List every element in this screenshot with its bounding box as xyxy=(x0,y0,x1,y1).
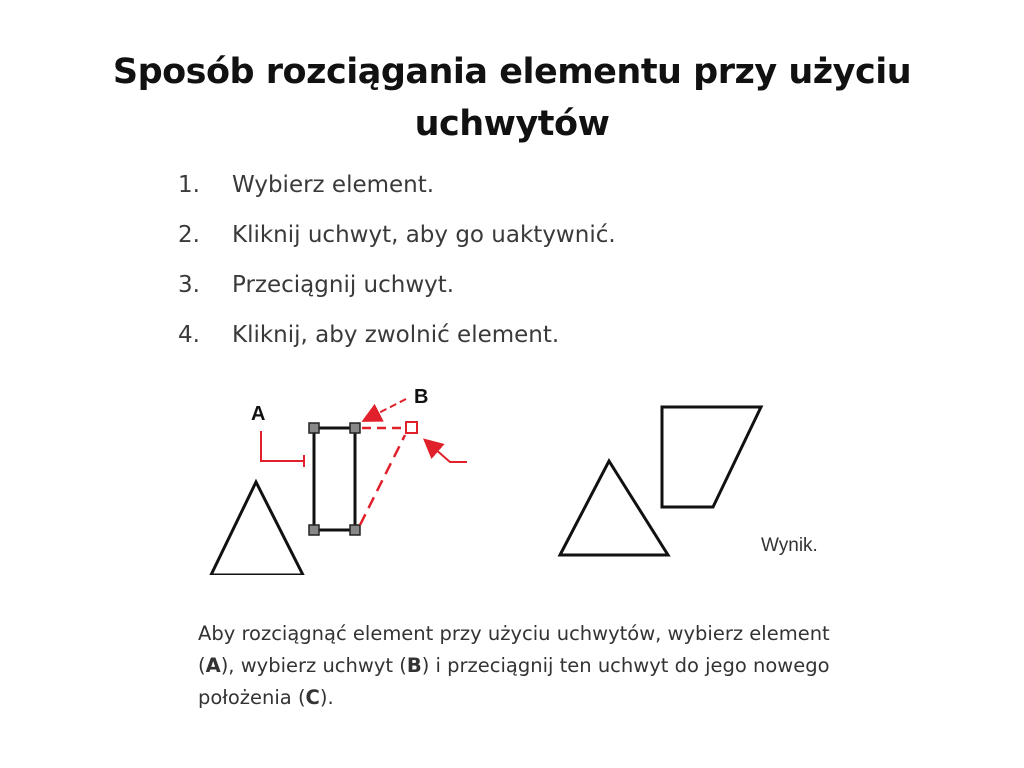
grip-handle xyxy=(350,525,360,535)
triangle-shape xyxy=(211,482,303,575)
step-text: Kliknij uchwyt, aby go uaktywnić. xyxy=(232,222,616,248)
caption-letter-a: A xyxy=(205,654,221,677)
caption-text: ), wybierz uchwyt ( xyxy=(220,654,407,677)
step-item xyxy=(178,316,616,366)
caption-letter-c: C xyxy=(305,686,320,709)
steps-list xyxy=(178,166,616,366)
trapezoid-shape xyxy=(662,407,761,507)
step-text: Wybierz element. xyxy=(232,172,435,198)
step-text: Kliknij, aby zwolnić element. xyxy=(232,322,560,348)
pointer-a xyxy=(261,431,303,461)
caption xyxy=(198,618,858,714)
new-grip-position xyxy=(406,422,417,433)
caption-text: ). xyxy=(319,686,334,709)
grip-handle xyxy=(309,423,319,433)
grip-handle xyxy=(350,423,360,433)
caption-text: Aby rozciągnąć element przy użyciu uchwytów, wybierz element ( xyxy=(198,622,830,677)
step-text: Przeciągnij uchwyt. xyxy=(232,272,455,298)
slide-title: Sposób rozciągania elementu przy użyciu uchwytów xyxy=(112,52,912,144)
label-b: B xyxy=(414,386,429,408)
step-number: 4. xyxy=(178,322,200,348)
step-item xyxy=(178,166,616,216)
step-number: 3. xyxy=(178,272,200,298)
result-triangle xyxy=(560,461,668,555)
pointer-b xyxy=(365,399,406,420)
result-label: Wynik. xyxy=(761,535,818,556)
arrow-pointer xyxy=(426,441,467,462)
step-number: 1. xyxy=(178,172,200,198)
caption-text: ) i przeciągnij ten uchwyt do jego nowego położenia ( xyxy=(198,654,830,709)
selected-rectangle xyxy=(314,428,355,530)
label-a: A xyxy=(251,403,266,425)
stretch-preview-side xyxy=(360,435,405,525)
step-item xyxy=(178,216,616,266)
stretch-illustration xyxy=(195,375,855,575)
step-item xyxy=(178,266,616,316)
step-number: 2. xyxy=(178,222,200,248)
caption-letter-b: B xyxy=(406,654,422,677)
grip-handle xyxy=(309,525,319,535)
